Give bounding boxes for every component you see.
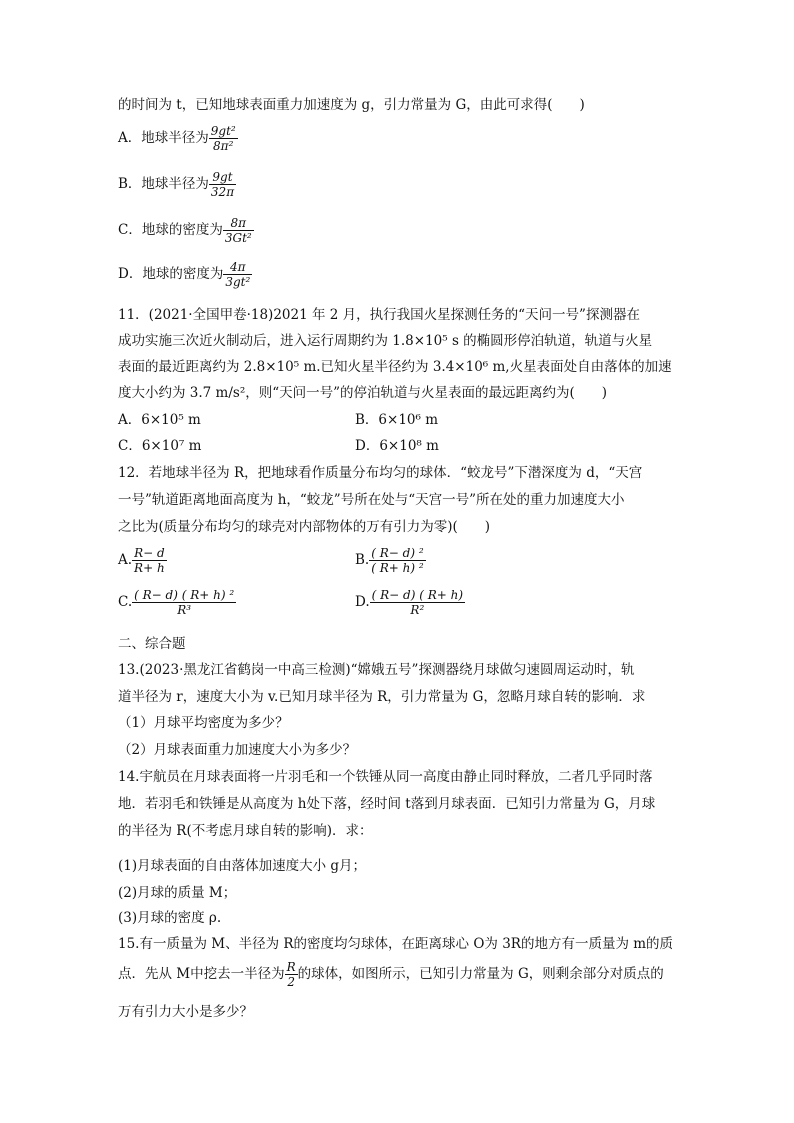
q10-option-a — [118, 124, 238, 153]
q12-option-b-label: B. — [355, 552, 370, 568]
q11-line-1: 11．(2021·全国甲卷·18)2021 年 2 月，执行我国火星探测任务的“天问一号”探测器在 — [118, 307, 640, 323]
q14-line-3: 的半径为 R(不考虑月球自转的影响)．求： — [118, 823, 373, 839]
fraction-numerator: 8π — [230, 216, 247, 230]
q12-option-a — [118, 546, 167, 575]
q12-option-c-fraction — [132, 588, 236, 617]
fraction-numerator: R− d — [134, 546, 165, 560]
q10-option-d — [118, 260, 252, 289]
q14-sub-2: (2)月球的质量 M； — [118, 885, 237, 901]
q12-option-d-label: D. — [355, 594, 370, 610]
fraction-denominator: 32π — [210, 185, 235, 199]
q10-option-b — [118, 170, 236, 199]
fraction-denominator: R³ — [132, 602, 236, 617]
q12-option-c — [118, 588, 236, 617]
fraction-denominator: ( R+ h) ² — [371, 561, 424, 575]
q13-line-1: 13.(2023·黑龙江省鹤岗一中高三检测)“嫦娥五号”探测器绕月球做匀速圆周运动时，轨 — [118, 662, 635, 678]
fraction-denominator: 3Gt² — [224, 231, 252, 245]
q15-line-2-end: 的球体，如图所示，已知引力常量为 G，则剩余部分对质点的 — [297, 966, 664, 982]
q12-option-b-fraction — [369, 546, 425, 575]
q14-line-1: 14.宇航员在月球表面将一片羽毛和一个铁锤从同一高度由静止同时释放，二者几乎同时落 — [118, 769, 653, 785]
fraction-numerator: 9gt² — [210, 124, 236, 138]
q10-option-a-fraction — [209, 124, 238, 153]
fraction-numerator: 4π — [230, 260, 246, 274]
fraction-denominator: R+ h — [134, 561, 165, 575]
fraction-denominator: 3gt² — [225, 275, 251, 289]
q10-option-b-label: B．地球半径为 — [118, 176, 209, 192]
fraction-denominator: R² — [370, 602, 465, 617]
q15-line-3: 万有引力大小是多少？ — [118, 1004, 253, 1020]
q11-line-2: 成功实施三次近火制动后，进入运行周期约为 1.8×10⁵ s 的椭圆形停泊轨道，轨道与火星 — [118, 333, 653, 349]
q10-stem: 的时间为 t，已知地球表面重力加速度为 g，引力常量为 G，由此可求得( ) — [118, 97, 585, 113]
q10-option-c — [118, 216, 254, 245]
q15-line-1: 15.有一质量为 M、半径为 R的密度均匀球体，在距离球心 O为 3R的地方有一质量为 m的质 — [118, 936, 674, 952]
q12-option-d — [355, 588, 465, 617]
q12-option-d-fraction — [370, 588, 465, 617]
fraction-numerator: ( R− d) ( R+ h) ² — [134, 588, 235, 602]
q10-option-c-fraction — [223, 216, 254, 245]
q13-sub-1: （1）月球平均密度为多少？ — [118, 715, 289, 731]
q11-option-c: C．6×10⁷ m — [118, 438, 202, 454]
q10-option-d-label: D．地球的密度为 — [118, 266, 224, 282]
q11-line-4: 度大小约为 3.7 m/s²，则“天问一号”的停泊轨道与火星表面的最远距离约为( ) — [118, 385, 608, 401]
q10-option-b-fraction — [209, 170, 236, 199]
q15-line-2-start: 点．先从 M中挖去一半径为 — [118, 966, 285, 982]
fraction-denominator: 8π² — [209, 138, 238, 153]
q11-line-3: 表面的最近距离约为 2.8×10⁵ m.已知火星半径约为 3.4×10⁶ m,火星表面处自由落体的加速 — [118, 359, 672, 375]
q14-sub-3: (3)月球的密度 ρ. — [118, 910, 222, 926]
q11-option-b: B．6×10⁶ m — [355, 412, 439, 428]
q12-line-3: 之比为(质量分布均匀的球壳对内部物体的万有引力为零)( ) — [118, 519, 491, 535]
q12-option-a-fraction — [132, 546, 167, 575]
fraction-numerator: ( R− d) ² — [371, 546, 424, 560]
q13-sub-2: （2）月球表面重力加速度大小为多少？ — [118, 742, 357, 758]
q11-option-d: D．6×10⁸ m — [355, 438, 439, 454]
section-heading: 二、综合题 — [118, 636, 186, 652]
q12-line-2: 一号”轨道距离地面高度为 h，“蛟龙”号所在处与“天宫一号”所在处的重力加速度大小 — [118, 492, 625, 508]
q14-line-2: 地．若羽毛和铁锤是从高度为 h处下落，经时间 t落到月球表面．已知引力常量为 G，月球 — [118, 796, 656, 812]
q12-option-b — [355, 546, 426, 575]
fraction-numerator: 9gt — [212, 170, 233, 184]
q10-option-d-fraction — [223, 260, 252, 289]
q12-option-c-label: C. — [118, 594, 133, 610]
q11-option-a: A．6×10⁵ m — [118, 412, 201, 428]
fraction-denominator: 2 — [285, 974, 298, 989]
q10-option-a-label: A．地球半径为 — [118, 130, 209, 146]
q13-line-2: 道半径为 r，速度大小为 v.已知月球半径为 R，引力常量为 G，忽略月球自转的影响．求 — [118, 689, 646, 705]
q12-line-1: 12．若地球半径为 R，把地球看作质量分布均匀的球体．“蛟龙号”下潜深度为 d，“天宫 — [118, 465, 643, 481]
q14-sub-1: (1)月球表面的自由落体加速度大小 g月； — [118, 858, 367, 874]
q15-radius-fraction — [285, 960, 298, 989]
q10-option-c-label: C．地球的密度为 — [118, 222, 223, 238]
q15-line-2 — [118, 960, 664, 989]
fraction-numerator: R — [286, 960, 296, 974]
fraction-numerator: ( R− d) ( R+ h) — [371, 588, 464, 602]
q12-option-a-label: A. — [118, 552, 133, 568]
